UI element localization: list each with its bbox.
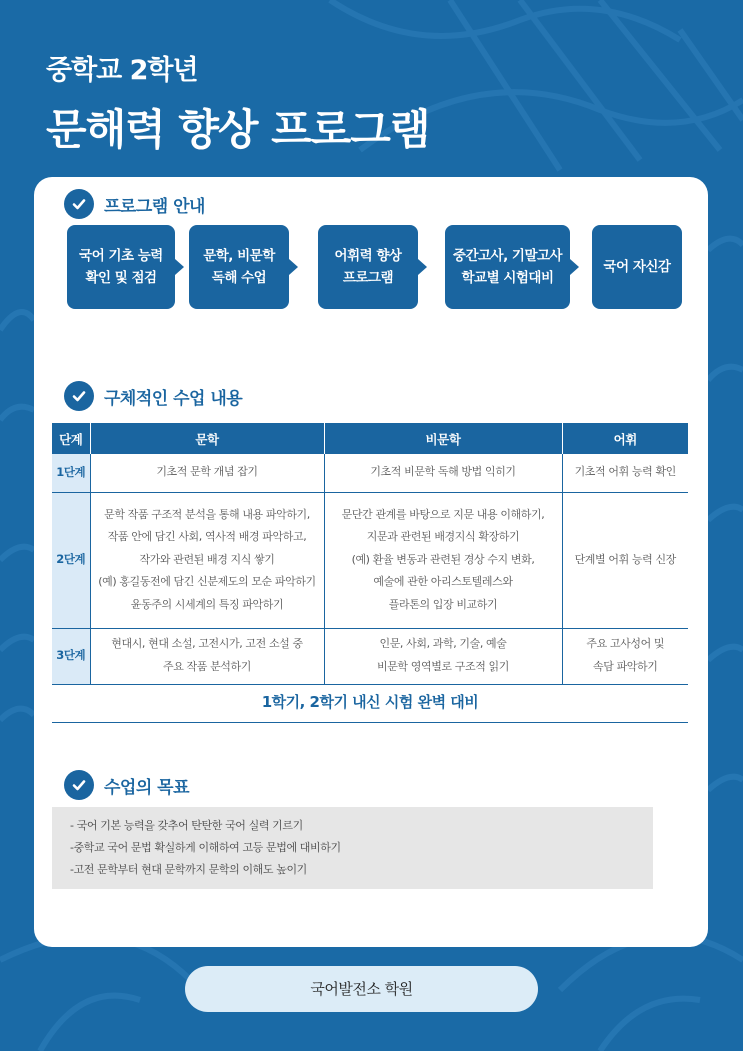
curriculum-table	[52, 423, 688, 685]
stage-cell: 3단계	[52, 628, 90, 684]
curriculum-title: 구체적인 수업 내용	[104, 388, 243, 409]
list-item: -고전 문학부터 현대 문학까지 문학의 이해도 높이기	[70, 863, 307, 876]
page-title: 문해력 향상 프로그램	[46, 105, 430, 154]
table-cell: 주요 고사성어 및 속담 파악하기	[562, 628, 688, 684]
column-header: 단계	[52, 423, 90, 454]
list-item: - 국어 기본 능력을 갖추어 탄탄한 국어 실력 기르기	[70, 819, 303, 832]
goals-header	[64, 770, 189, 800]
check-circle-icon	[64, 189, 94, 219]
check-circle-icon	[64, 770, 94, 800]
exam-prep-note: 1학기, 2학기 내신 시험 완벽 대비	[52, 685, 688, 723]
goals-title: 수업의 목표	[104, 777, 190, 798]
flow-step-4: 중간고사, 기말고사 학교별 시험대비	[445, 225, 570, 309]
table-cell: 단계별 어휘 능력 신장	[562, 492, 688, 628]
flow-step-3: 어휘력 향상 프로그램	[318, 225, 418, 309]
content-card	[34, 177, 708, 947]
table-cell: 기초적 어휘 능력 확인	[562, 454, 688, 492]
table-cell: 인문, 사회, 과학, 기술, 예술 비문학 영역별로 구조적 읽기	[324, 628, 562, 684]
table-cell: 문단간 관계를 바탕으로 지문 내용 이해하기, 지문과 관련된 배경지식 확장하기 (예) 환율 변동과 관련된 경상 수지 변화, 예술에 관한 아리스토텔레스와 플라톤의 입장 비교하기	[324, 492, 562, 628]
table-header-row	[52, 423, 688, 454]
flow-step-2: 문학, 비문학 독해 수업	[189, 225, 289, 309]
table-row	[52, 492, 688, 628]
program-guide-header	[64, 189, 205, 219]
table-row	[52, 628, 688, 684]
table-cell: 기초적 비문학 독해 방법 익히기	[324, 454, 562, 492]
page-subtitle: 중학교 2학년	[46, 55, 198, 86]
table-cell: 현대시, 현대 소설, 고전시가, 고전 소설 중 주요 작품 분석하기	[90, 628, 324, 684]
arrow-right-icon	[570, 259, 579, 275]
check-circle-icon	[64, 381, 94, 411]
program-guide-title: 프로그램 안내	[104, 196, 205, 217]
goals-box	[52, 807, 653, 889]
stage-cell: 2단계	[52, 492, 90, 628]
table-cell: 문학 작품 구조적 분석을 통해 내용 파악하기, 작품 안에 담긴 사회, 역사적 배경 파악하고, 작가와 관련된 배경 지식 쌓기 (예) 홍길동전에 담긴 신분제도의 모순 파악하기 윤동주의 시세계의 특징 파악하기	[90, 492, 324, 628]
flow-step-5: 국어 자신감	[592, 225, 682, 309]
arrow-right-icon	[289, 259, 298, 275]
flow-step-1: 국어 기초 능력 확인 및 점검	[67, 225, 175, 309]
curriculum-header	[64, 381, 242, 411]
list-item: -중학교 국어 문법 확실하게 이해하여 고등 문법에 대비하기	[70, 841, 341, 854]
table-row	[52, 454, 688, 492]
program-flow	[67, 225, 682, 309]
column-header: 비문학	[324, 423, 562, 454]
column-header: 문학	[90, 423, 324, 454]
header	[46, 48, 429, 157]
arrow-right-icon	[175, 259, 184, 275]
stage-cell: 1단계	[52, 454, 90, 492]
academy-name-badge: 국어발전소 학원	[185, 966, 538, 1012]
table-cell: 기초적 문학 개념 잡기	[90, 454, 324, 492]
column-header: 어휘	[562, 423, 688, 454]
arrow-right-icon	[418, 259, 427, 275]
